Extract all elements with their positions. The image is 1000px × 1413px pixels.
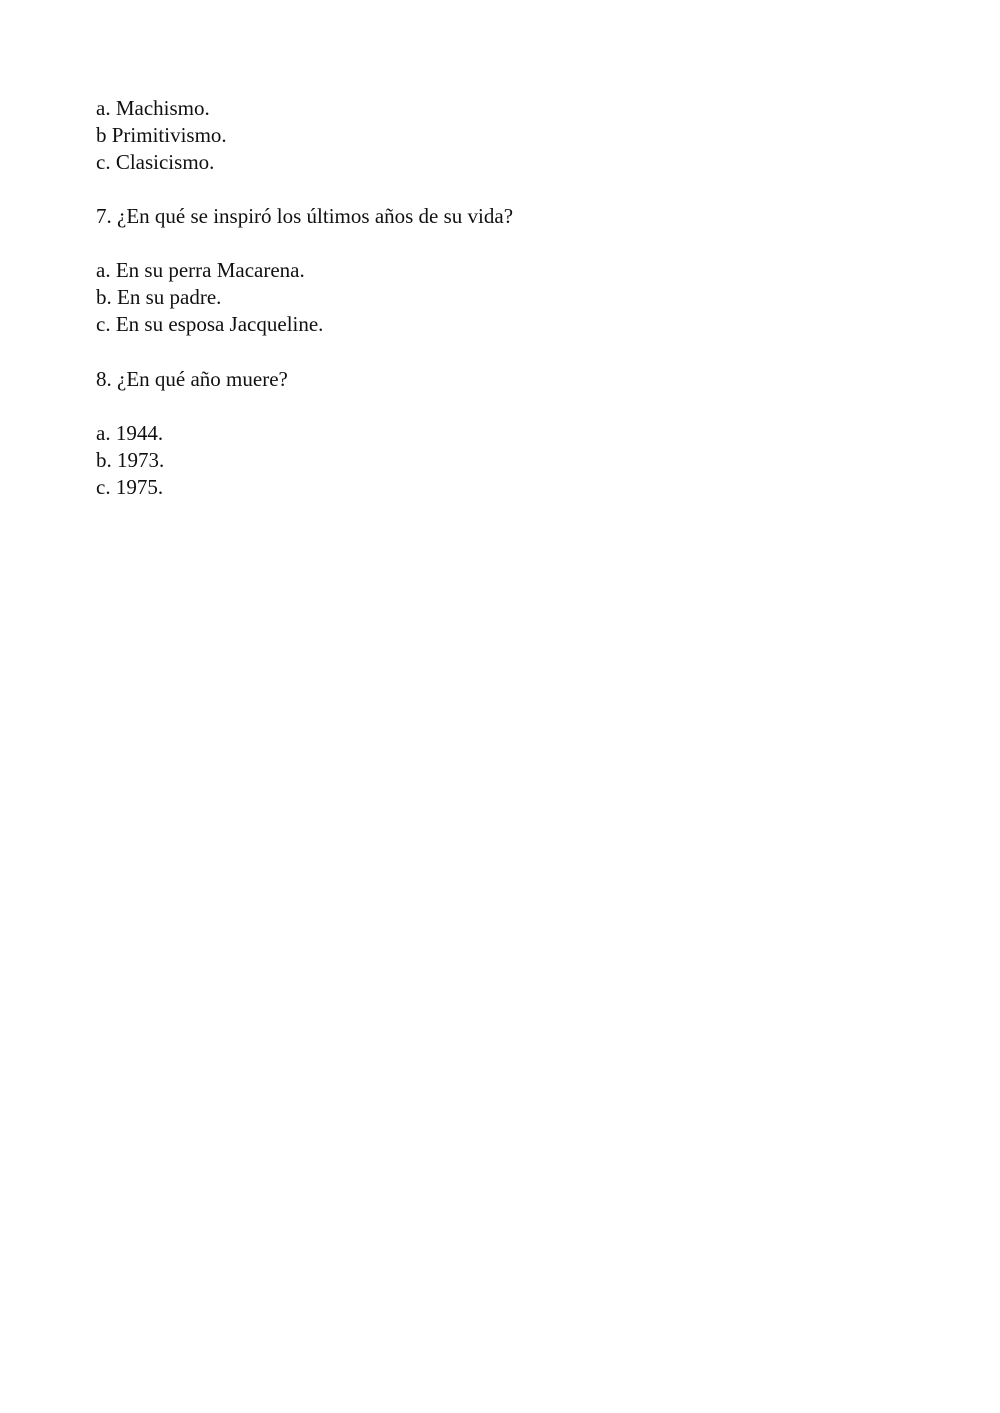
question-7 <box>96 203 513 230</box>
option-b: b. 1973. <box>96 448 165 472</box>
previous-question-options <box>96 95 227 176</box>
option-c: c. En su esposa Jacqueline. <box>96 312 324 336</box>
option-b: b. En su padre. <box>96 285 222 309</box>
question-8 <box>96 366 288 393</box>
option-b: b Primitivismo. <box>96 123 227 147</box>
question-text: 7. ¿En qué se inspiró los últimos años de su vida? <box>96 204 514 228</box>
option-a: a. En su perra Macarena. <box>96 258 305 282</box>
option-c: c. Clasicismo. <box>96 150 215 174</box>
question-8-options <box>96 420 164 501</box>
option-c: c. 1975. <box>96 475 164 499</box>
question-text: 8. ¿En qué año muere? <box>96 367 288 391</box>
question-7-options <box>96 257 323 338</box>
option-a: a. Machismo. <box>96 96 210 120</box>
option-a: a. 1944. <box>96 421 164 445</box>
